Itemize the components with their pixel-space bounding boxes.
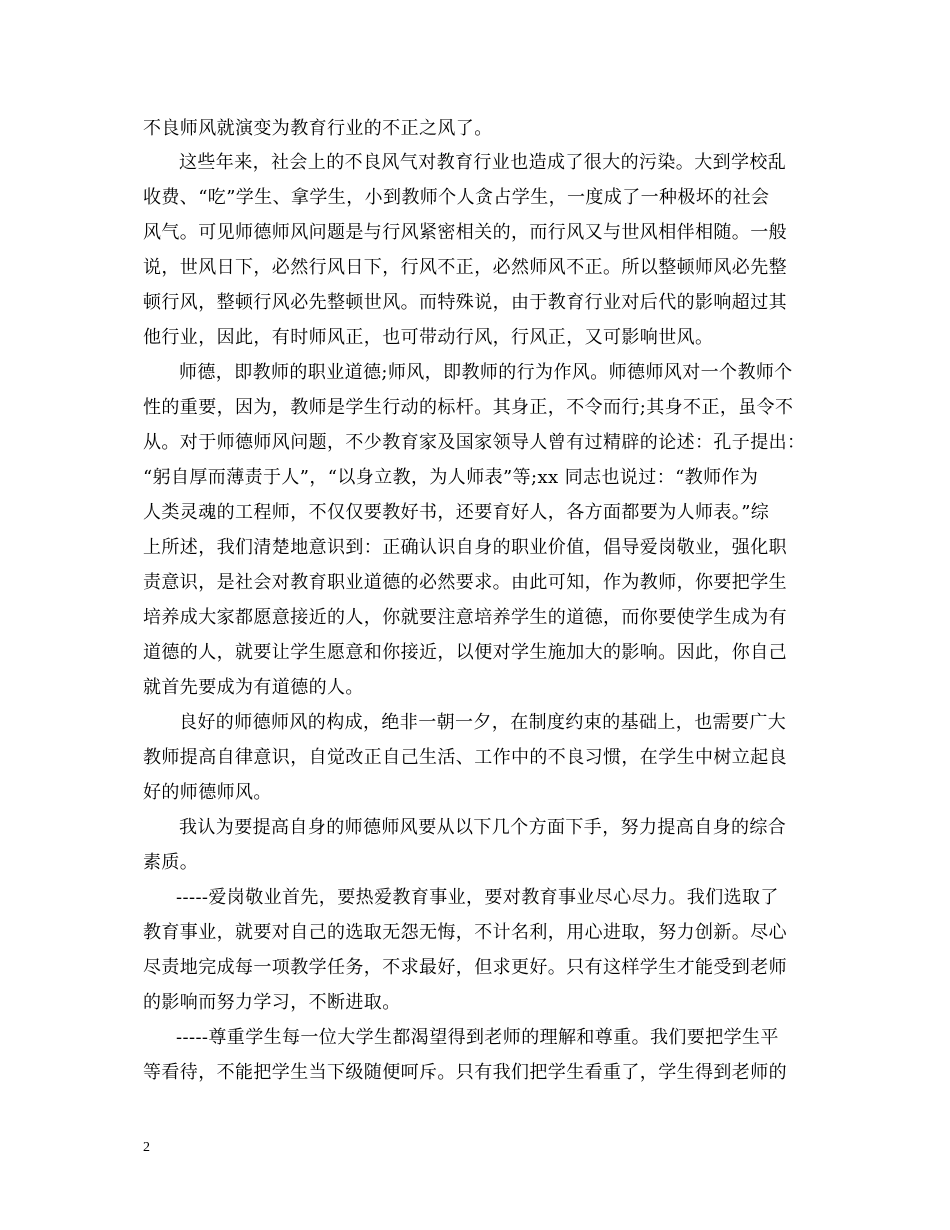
text-line: -----爱岗敬业首先，要热爱教育事业，要对教育事业尽心尽力。我们选取了	[176, 887, 779, 908]
text-line: 教育事业，就要对自己的选取无怨无悔，不计名利，用心进取，努力创新。尽心	[143, 922, 787, 943]
text-line: 就首先要成为有道德的人。	[143, 677, 364, 698]
text-line: 他行业，因此，有时师风正，也可带动行风，行风正，又可影响世风。	[143, 327, 714, 348]
text-line: 我认为要提高自身的师德师风要从以下几个方面下手，努力提高自身的综合	[179, 817, 787, 838]
text-line: 等看待，不能把学生当下级随便呵斥。只有我们把学生看重了，学生得到老师的	[143, 1062, 787, 1083]
text-line: 顿行风，整顿行风必先整顿世风。而特殊说，由于教育行业对后代的影响超过其	[143, 292, 787, 313]
text-line: 道德的人，就要让学生愿意和你接近，以便对学生施加大的影响。因此，你自己	[143, 642, 787, 663]
text-line: 的影响而努力学习，不断进取。	[143, 992, 401, 1013]
text-line: 责意识，是社会对教育职业道德的必然要求。由此可知，作为教师，你要把学生	[143, 572, 787, 593]
page-number: 2	[143, 1140, 150, 1155]
text-line: 性的重要，因为，教师是学生行动的标杆。其身正，不令而行;其身不正，虽令不	[143, 397, 794, 418]
text-line: 师德，即教师的职业道德;师风，即教师的行为作风。师德师风对一个教师个	[179, 362, 793, 383]
text-line: “躬自厚而薄责于人”，“以身立教，为人师表”等;xx 同志也说过：“教师作为	[143, 467, 759, 488]
text-line: -----尊重学生每一位大学生都渴望得到老师的理解和尊重。我们要把学生平	[176, 1027, 779, 1048]
text-line: 良好的师德师风的构成，绝非一朝一夕，在制度约束的基础上，也需要广大	[179, 712, 787, 733]
text-line: 培养成大家都愿意接近的人，你就要注意培养学生的道德，而你要使学生成为有	[143, 607, 787, 628]
text-line: 尽责地完成每一项教学任务，不求最好，但求更好。只有这样学生才能受到老师	[143, 957, 787, 978]
text-line: 风气。可见师德师风问题是与行风紧密相关的，而行风又与世风相伴相随。一般	[143, 222, 787, 243]
text-line: 人类灵魂的工程师，不仅仅要教好书，还要育好人，各方面都要为人师表。”综	[143, 502, 770, 523]
text-line: 这些年来，社会上的不良风气对教育行业也造成了很大的污染。大到学校乱	[179, 152, 787, 173]
text-line: 从。对于师德师风问题，不少教育家及国家领导人曾有过精辟的论述：孔子提出：	[143, 432, 806, 453]
text-line: 收费、“吃”学生、拿学生，小到教师个人贪占学生，一度成了一种极坏的社会	[143, 187, 770, 208]
text-line: 上所述，我们清楚地意识到：正确认识自身的职业价值，倡导爱岗敬业，强化职	[143, 537, 787, 558]
text-line: 教师提高自律意识，自觉改正自己生活、工作中的不良习惯，在学生中树立起良	[143, 747, 787, 768]
text-line: 素质。	[143, 852, 199, 873]
text-line: 不良师风就演变为教育行业的不正之风了。	[143, 118, 493, 139]
text-line: 说，世风日下，必然行风日下，行风不正，必然师风不正。所以整顿师风必先整	[143, 257, 787, 278]
text-line: 好的师德师风。	[143, 782, 272, 803]
